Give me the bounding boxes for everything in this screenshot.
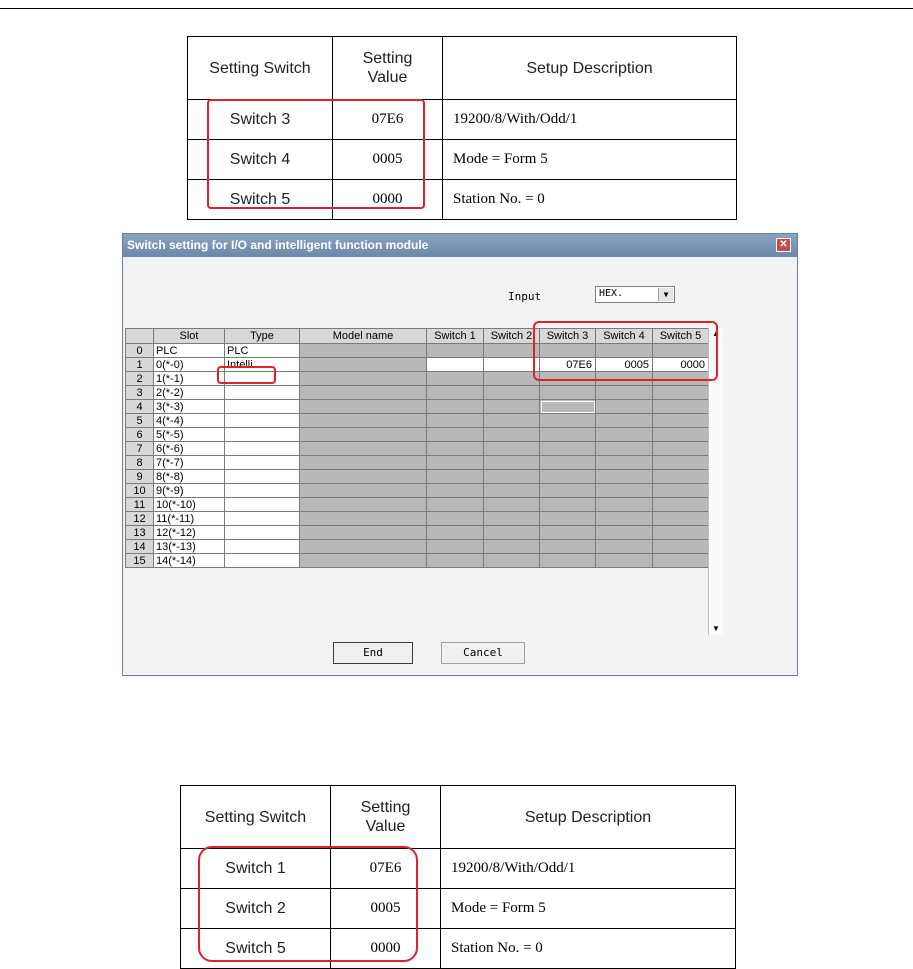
switch2-cell[interactable]: [484, 386, 540, 400]
switch4-cell[interactable]: [596, 344, 653, 358]
slot-cell[interactable]: 2(*-2): [154, 386, 225, 400]
table-row: [188, 140, 737, 180]
switch2-cell[interactable]: [484, 400, 540, 414]
switch2-cell[interactable]: [484, 526, 540, 540]
settings-table-top: [187, 36, 737, 220]
setting-value-cell: 07E6: [333, 100, 443, 140]
switch5-cell[interactable]: [653, 428, 709, 442]
model-name-cell[interactable]: [300, 498, 427, 512]
column-header-switch-1: Switch 1: [427, 329, 484, 344]
slot-cell[interactable]: 3(*-3): [154, 400, 225, 414]
column-header-slot: Slot: [154, 329, 225, 344]
top-rule: [0, 8, 913, 9]
slot-cell[interactable]: 14(*-14): [154, 554, 225, 568]
switch4-cell[interactable]: [596, 554, 653, 568]
switch1-cell[interactable]: [427, 400, 484, 414]
column-header-corner: [126, 329, 154, 344]
grid-row: [126, 414, 709, 428]
row-number: 5: [126, 414, 154, 428]
vertical-scrollbar[interactable]: [708, 328, 723, 635]
model-name-cell[interactable]: [300, 428, 427, 442]
switch3-cell[interactable]: [540, 484, 596, 498]
type-cell[interactable]: [225, 372, 300, 386]
switch1-cell[interactable]: [427, 386, 484, 400]
column-header-model-name: Model name: [300, 329, 427, 344]
slot-cell[interactable]: 7(*-7): [154, 456, 225, 470]
switch5-cell[interactable]: 0000: [653, 358, 709, 372]
row-number: 11: [126, 498, 154, 512]
switch3-cell[interactable]: [540, 526, 596, 540]
table-row: [181, 889, 736, 929]
grid-row: [126, 498, 709, 512]
model-name-cell[interactable]: [300, 484, 427, 498]
type-cell[interactable]: [225, 554, 300, 568]
grid-row: [126, 512, 709, 526]
switch4-cell[interactable]: [596, 372, 653, 386]
switch-setting-dialog: [122, 233, 798, 676]
setting-value-cell: 0000: [333, 180, 443, 220]
row-number: 4: [126, 400, 154, 414]
row-number: 1: [126, 358, 154, 372]
model-name-cell[interactable]: [300, 344, 427, 358]
slot-cell[interactable]: 5(*-5): [154, 428, 225, 442]
switch2-cell[interactable]: [484, 358, 540, 372]
row-number: 14: [126, 540, 154, 554]
row-number: 2: [126, 372, 154, 386]
model-name-cell[interactable]: [300, 414, 427, 428]
row-number: 13: [126, 526, 154, 540]
model-name-cell[interactable]: [300, 358, 427, 372]
input-format-select[interactable]: [595, 286, 675, 303]
column-header-switch-4: Switch 4: [596, 329, 653, 344]
scroll-down-icon[interactable]: ▼: [712, 624, 720, 633]
slot-cell[interactable]: 0(*-0): [154, 358, 225, 372]
slot-cell[interactable]: 6(*-6): [154, 442, 225, 456]
column-header-switch-5: Switch 5: [653, 329, 709, 344]
model-name-cell[interactable]: [300, 554, 427, 568]
grid-row: [126, 428, 709, 442]
switch2-cell[interactable]: [484, 372, 540, 386]
switch5-cell[interactable]: [653, 498, 709, 512]
grid-row: [126, 456, 709, 470]
switch1-cell[interactable]: [427, 414, 484, 428]
switch5-cell[interactable]: [653, 512, 709, 526]
cancel-button[interactable]: Cancel: [441, 642, 525, 664]
switch2-cell[interactable]: [484, 540, 540, 554]
column-header-type: Type: [225, 329, 300, 344]
switch4-cell[interactable]: [596, 386, 653, 400]
setting-value-cell: 0000: [331, 929, 441, 969]
table-row: [181, 849, 736, 889]
switch3-cell[interactable]: [540, 498, 596, 512]
model-name-cell[interactable]: [300, 456, 427, 470]
setting-switch-cell: Switch 5: [188, 180, 333, 220]
switch1-cell[interactable]: [427, 498, 484, 512]
switch2-cell[interactable]: [484, 554, 540, 568]
header-setting-value: [333, 37, 443, 100]
model-name-cell[interactable]: [300, 540, 427, 554]
row-number: 3: [126, 386, 154, 400]
switch5-cell[interactable]: [653, 456, 709, 470]
slot-cell[interactable]: 9(*-9): [154, 484, 225, 498]
grid-row: [126, 540, 709, 554]
switch2-cell[interactable]: [484, 442, 540, 456]
switch4-cell[interactable]: [596, 512, 653, 526]
switch4-cell[interactable]: [596, 498, 653, 512]
setup-description-cell: Mode = Form 5: [441, 889, 736, 929]
slot-cell[interactable]: 10(*-10): [154, 498, 225, 512]
switch2-cell[interactable]: [484, 484, 540, 498]
switch5-cell[interactable]: [653, 540, 709, 554]
switch1-cell[interactable]: [427, 428, 484, 442]
switch5-cell[interactable]: [653, 554, 709, 568]
row-number: 12: [126, 512, 154, 526]
type-cell[interactable]: [225, 414, 300, 428]
switch5-cell[interactable]: [653, 414, 709, 428]
switch4-cell[interactable]: [596, 414, 653, 428]
switch5-cell[interactable]: [653, 372, 709, 386]
column-header-switch-3: Switch 3: [540, 329, 596, 344]
table-row: [181, 929, 736, 969]
switch3-cell[interactable]: [540, 428, 596, 442]
grid-row: [126, 344, 709, 358]
input-label: Input: [508, 290, 542, 303]
switch4-cell[interactable]: [596, 442, 653, 456]
scroll-up-icon[interactable]: ▲: [712, 329, 720, 338]
slot-cell[interactable]: 8(*-8): [154, 470, 225, 484]
switch4-cell[interactable]: 0005: [596, 358, 653, 372]
header-setting-value: [331, 786, 441, 849]
switch1-cell[interactable]: [427, 512, 484, 526]
slot-cell[interactable]: 11(*-11): [154, 512, 225, 526]
end-button[interactable]: End: [333, 642, 413, 664]
switch3-cell[interactable]: [540, 372, 596, 386]
switch3-cell[interactable]: [540, 540, 596, 554]
grid-row: [126, 442, 709, 456]
type-cell[interactable]: [225, 442, 300, 456]
switch1-cell[interactable]: [427, 442, 484, 456]
switch2-cell[interactable]: [484, 498, 540, 512]
slot-cell[interactable]: PLC: [154, 344, 225, 358]
setting-switch-cell: Switch 5: [181, 929, 331, 969]
switch2-cell[interactable]: [484, 414, 540, 428]
slot-cell[interactable]: 13(*-13): [154, 540, 225, 554]
type-cell[interactable]: [225, 386, 300, 400]
model-name-cell[interactable]: [300, 386, 427, 400]
grid-row: [126, 372, 709, 386]
table-row: [188, 180, 737, 220]
row-number: 0: [126, 344, 154, 358]
switch3-cell[interactable]: [540, 512, 596, 526]
switch3-cell[interactable]: [540, 386, 596, 400]
switch5-cell[interactable]: [653, 400, 709, 414]
type-cell[interactable]: PLC: [225, 344, 300, 358]
switch1-cell[interactable]: [427, 456, 484, 470]
switch5-cell[interactable]: [653, 386, 709, 400]
type-cell[interactable]: [225, 484, 300, 498]
close-icon[interactable]: ✕: [776, 238, 791, 252]
column-header-switch-2: Switch 2: [484, 329, 540, 344]
setup-description-cell: Station No. = 0: [441, 929, 736, 969]
row-number: 9: [126, 470, 154, 484]
switch1-cell[interactable]: [427, 358, 484, 372]
header-setting-value-text: Setting Value: [362, 50, 413, 86]
row-number: 15: [126, 554, 154, 568]
type-cell[interactable]: [225, 526, 300, 540]
model-name-cell[interactable]: [300, 470, 427, 484]
switch3-cell[interactable]: [540, 400, 596, 414]
switch1-cell[interactable]: [427, 484, 484, 498]
grid-row: [126, 358, 709, 372]
input-format-value: HEX.: [599, 288, 624, 299]
setting-value-cell: 0005: [333, 140, 443, 180]
setting-switch-cell: Switch 1: [181, 849, 331, 889]
switch1-cell[interactable]: [427, 470, 484, 484]
switch5-cell[interactable]: [653, 344, 709, 358]
slot-cell[interactable]: 1(*-1): [154, 372, 225, 386]
slot-cell[interactable]: 4(*-4): [154, 414, 225, 428]
setting-switch-cell: Switch 4: [188, 140, 333, 180]
chevron-down-icon[interactable]: ▼: [658, 288, 673, 301]
switch4-cell[interactable]: [596, 456, 653, 470]
switch5-cell[interactable]: [653, 484, 709, 498]
type-cell[interactable]: [225, 428, 300, 442]
switch1-cell[interactable]: [427, 540, 484, 554]
grid-row: [126, 386, 709, 400]
switch3-cell[interactable]: 07E6: [540, 358, 596, 372]
slot-cell[interactable]: 12(*-12): [154, 526, 225, 540]
setting-value-cell: 0005: [331, 889, 441, 929]
switch1-cell[interactable]: [427, 526, 484, 540]
type-cell[interactable]: [225, 512, 300, 526]
grid-row: [126, 526, 709, 540]
switch4-cell[interactable]: [596, 428, 653, 442]
type-cell[interactable]: Intelli.: [225, 358, 300, 372]
switch-grid: [125, 328, 709, 568]
setting-switch-cell: Switch 3: [188, 100, 333, 140]
setup-description-cell: Station No. = 0: [443, 180, 737, 220]
settings-table-bottom: [180, 785, 736, 969]
switch4-cell[interactable]: [596, 400, 653, 414]
header-setting-switch: Setting Switch: [188, 37, 333, 100]
switch5-cell[interactable]: [653, 526, 709, 540]
switch3-cell[interactable]: [540, 470, 596, 484]
row-number: 7: [126, 442, 154, 456]
type-cell[interactable]: [225, 400, 300, 414]
switch1-cell[interactable]: [427, 372, 484, 386]
switch4-cell[interactable]: [596, 526, 653, 540]
switch3-cell[interactable]: [540, 414, 596, 428]
type-cell[interactable]: [225, 470, 300, 484]
type-cell[interactable]: [225, 540, 300, 554]
header-setting-value-text: Setting Value: [360, 799, 411, 835]
header-setting-switch: Setting Switch: [181, 786, 331, 849]
switch4-cell[interactable]: [596, 484, 653, 498]
row-number: 8: [126, 456, 154, 470]
switch3-cell[interactable]: [540, 456, 596, 470]
switch5-cell[interactable]: [653, 470, 709, 484]
switch4-cell[interactable]: [596, 470, 653, 484]
switch1-cell[interactable]: [427, 344, 484, 358]
setup-description-cell: 19200/8/With/Odd/1: [443, 100, 737, 140]
setup-description-cell: Mode = Form 5: [443, 140, 737, 180]
model-name-cell[interactable]: [300, 372, 427, 386]
setting-value-cell: 07E6: [331, 849, 441, 889]
switch5-cell[interactable]: [653, 442, 709, 456]
type-cell[interactable]: [225, 456, 300, 470]
grid-row: [126, 484, 709, 498]
switch3-cell[interactable]: [540, 442, 596, 456]
title-bar[interactable]: [123, 234, 797, 257]
model-name-cell[interactable]: [300, 526, 427, 540]
setup-description-cell: 19200/8/With/Odd/1: [441, 849, 736, 889]
setting-switch-cell: Switch 2: [181, 889, 331, 929]
model-name-cell[interactable]: [300, 442, 427, 456]
row-number: 10: [126, 484, 154, 498]
switch1-cell[interactable]: [427, 554, 484, 568]
grid-row: [126, 400, 709, 414]
header-setup-description: Setup Description: [443, 37, 737, 100]
grid-row: [126, 554, 709, 568]
type-cell[interactable]: [225, 498, 300, 512]
grid-row: [126, 470, 709, 484]
switch4-cell[interactable]: [596, 540, 653, 554]
switch3-cell[interactable]: [540, 344, 596, 358]
row-number: 6: [126, 428, 154, 442]
table-row: [188, 100, 737, 140]
switch2-cell[interactable]: [484, 428, 540, 442]
model-name-cell[interactable]: [300, 400, 427, 414]
dialog-title: Switch setting for I/O and intelligent function module: [127, 238, 429, 252]
model-name-cell[interactable]: [300, 512, 427, 526]
switch2-cell[interactable]: [484, 344, 540, 358]
header-setup-description: Setup Description: [441, 786, 736, 849]
switch2-cell[interactable]: [484, 456, 540, 470]
switch2-cell[interactable]: [484, 512, 540, 526]
switch2-cell[interactable]: [484, 470, 540, 484]
switch3-cell[interactable]: [540, 554, 596, 568]
